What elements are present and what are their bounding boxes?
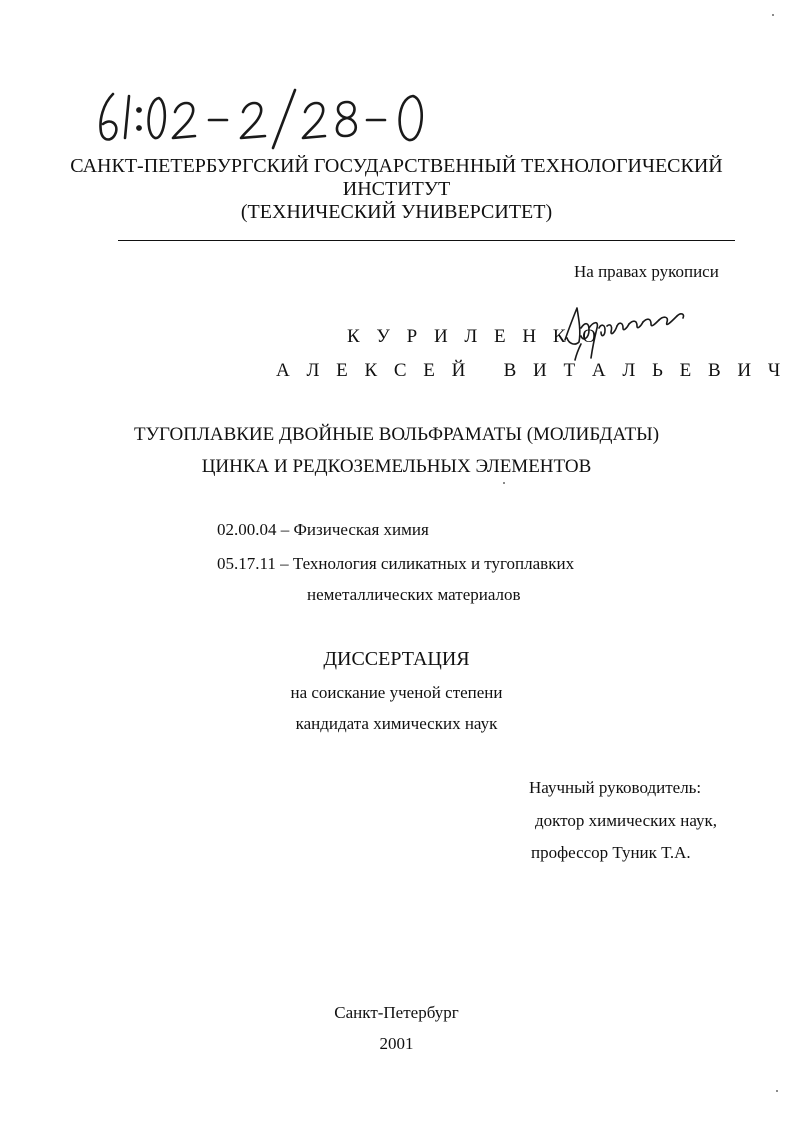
document-type-heading: ДИССЕРТАЦИЯ: [323, 648, 470, 670]
thesis-title-line2: ЦИНКА И РЕДКОЗЕМЕЛЬНЫХ ЭЛЕМЕНТОВ: [201, 456, 592, 477]
author-name: А Л Е К С Е Й В И Т А Л Ь Е В И Ч: [276, 360, 787, 381]
scan-speck: [776, 1090, 778, 1092]
scan-speck: [503, 482, 505, 484]
manuscript-rights-note: На правах рукописи: [574, 262, 719, 281]
supervisor-name: профессор Туник Т.А.: [531, 843, 691, 862]
degree-line1: на соискание ученой степени: [290, 683, 503, 702]
footer-city: Санкт-Петербург: [334, 1003, 459, 1022]
footer-year: 2001: [379, 1034, 414, 1053]
institution-name-line3: (ТЕХНИЧЕСКИЙ УНИВЕРСИТЕТ): [240, 201, 553, 223]
supervisor-degree: доктор химических наук,: [535, 811, 718, 830]
specialty-code-2: 05.17.11 – Технология силикатных и тугоплавких: [217, 554, 575, 573]
specialty-code-2-continuation: неметаллических материалов: [307, 585, 521, 604]
handwritten-archive-code: [95, 82, 455, 152]
specialty-code-1: 02.00.04 – Физическая химия: [217, 520, 429, 539]
thesis-title-line1: ТУГОПЛАВКИЕ ДВОЙНЫЕ ВОЛЬФРАМАТЫ (МОЛИБДАТЫ): [133, 424, 660, 445]
supervisor-label: Научный руководитель:: [529, 778, 702, 797]
author-surname: К У Р И Л Е Н К О: [347, 326, 603, 347]
degree-line2: кандидата химических наук: [295, 714, 498, 733]
scan-speck: [772, 14, 774, 16]
institution-name-line2: ИНСТИТУТ: [342, 178, 451, 200]
header-divider: [118, 240, 735, 241]
institution-name-line1: САНКТ-ПЕТЕРБУРГСКИЙ ГОСУДАРСТВЕННЫЙ ТЕХНОЛОГИЧЕСКИЙ: [70, 155, 723, 177]
